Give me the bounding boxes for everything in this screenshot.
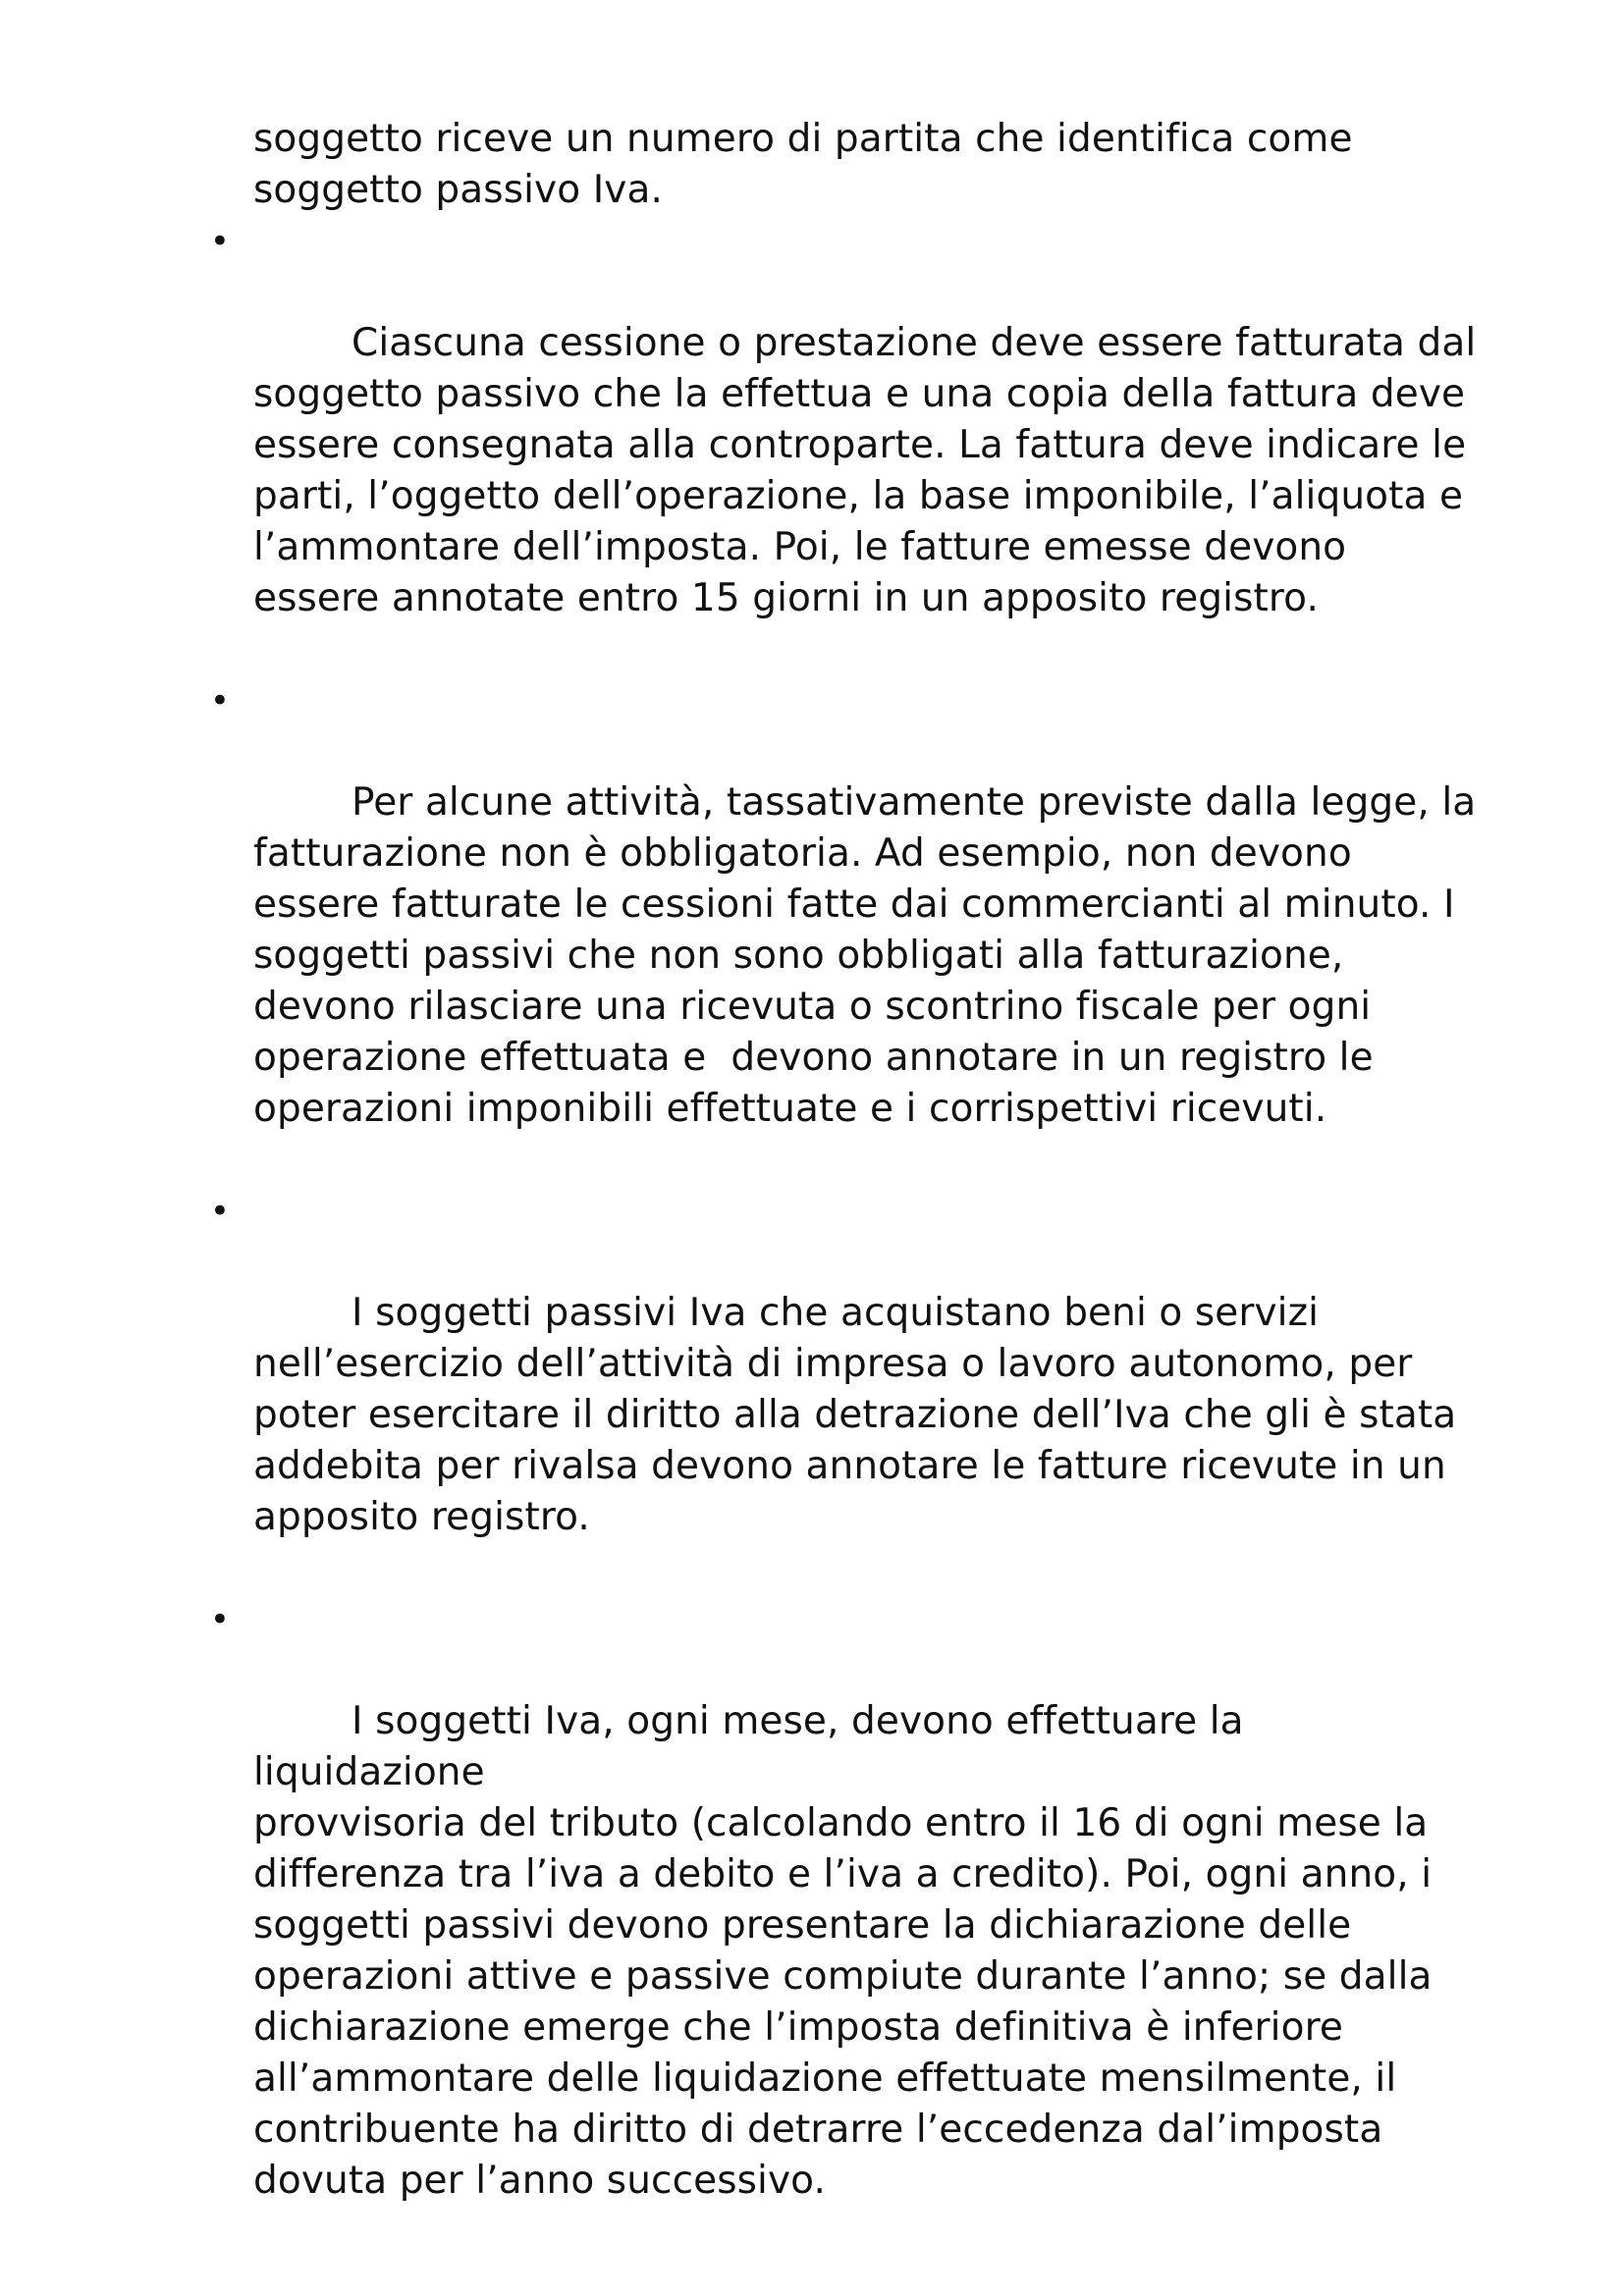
bullet-list xyxy=(209,216,1481,2258)
continuation-paragraph: soggetto riceve un numero di partita che identifica come soggetto passivo Iva. xyxy=(253,117,1353,212)
document-body xyxy=(209,114,1481,2258)
bullet-point-icon: • xyxy=(209,1600,231,1639)
list-item xyxy=(209,1594,1481,2258)
list-item xyxy=(209,216,1481,675)
list-item-text: Ciascuna cessione o prestazione deve essere fatturata dal soggetto passivo che la effettua e una copia della fattura deve essere consegnata alla controparte. La fattura deve indicare le parti, l’oggetto dell’operazione, la base imponibile, l’aliquota e l’ammontare dell’imposta. Poi, le fatture emesse devono essere annotate entro 15 giorni in un apposito registro. xyxy=(253,321,1477,620)
bullet-point-icon: • xyxy=(209,1192,231,1231)
list-item-text: I soggetti passivi Iva che acquistano beni o servizi nell’esercizio dell’attività di impresa o lavoro autonomo, per poter esercitare il diritto alla detrazione dell’Iva che gli è stata addebita per rivalsa devono annotare le fatture ricevute in un apposito registro. xyxy=(253,1291,1457,1539)
list-item-text: Per alcune attività, tassativamente previste dalla legge, la fatturazione non è obbligatoria. Ad esempio, non devono essere fatturate le cessioni fatte dai commercianti al minuto. I soggetti passivi che non sono obbligati alla fatturazione, devono rilasciare una ricevuta o scontrino fiscale per ogni operazione effettuata e devono annotare in un registro le operazioni imponibili effettuate e i corrispettivi ricevuti. xyxy=(253,780,1477,1131)
bullet-point-icon: • xyxy=(209,681,231,721)
list-item xyxy=(209,675,1481,1186)
bullet-point-icon: • xyxy=(209,222,231,261)
list-item-text: I soggetti Iva, ogni mese, devono effettuare la liquidazione provvisoria del tributo (calcolando entro il 16 di ogni mese la differenza tra l’iva a debito e l’iva a credito). Poi, ogni anno, i soggetti passivi devono presentare la dichiarazione delle operazioni attive e passive compiute durante l’anno; se dalla dichiarazione emerge che l’imposta definitiva è inferiore all’ammontare delle liquidazione effettuate mensilmente, il contribuente ha diritto di detrarre l’eccedenza dal’imposta dovuta per l’anno successivo. xyxy=(253,1699,1433,2203)
list-item xyxy=(209,1186,1481,1594)
